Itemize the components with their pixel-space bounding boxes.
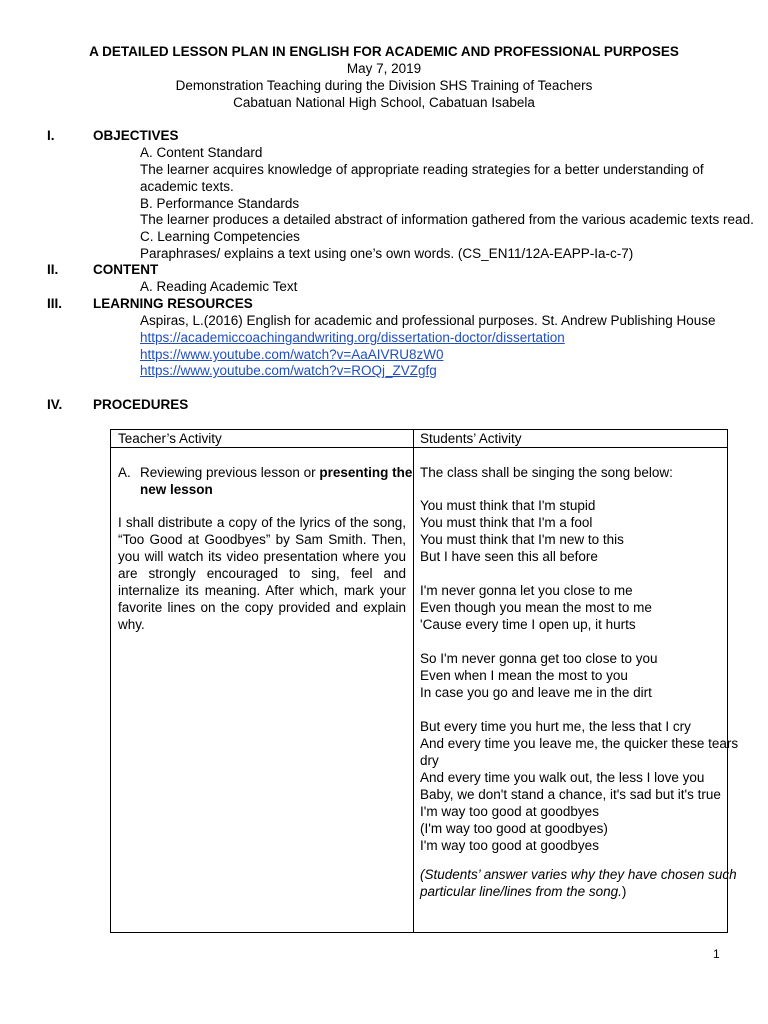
teacher-item-bold-cont: new lesson: [140, 482, 213, 497]
content-item: A. Reading Academic Text: [140, 279, 298, 294]
column-header-students: Students’ Activity: [420, 431, 522, 446]
teacher-item-bold: presenting the: [319, 465, 413, 480]
performance-standards-text: The learner produces a detailed abstract of information gathered from the various academic texts read.: [140, 212, 754, 227]
resource-book: Aspiras, L.(2016) English for academic and professional purposes. St. Andrew Publishing House: [140, 313, 716, 328]
document-title: A DETAILED LESSON PLAN IN ENGLISH FOR ACADEMIC AND PROFESSIONAL PURPOSES: [89, 44, 679, 59]
table-column-divider: [413, 430, 414, 932]
resource-link-youtube-1[interactable]: https://www.youtube.com/watch?v=AaAIVRU8zW0: [140, 347, 444, 362]
lyric-line: You must think that I'm new to this: [420, 532, 624, 547]
performance-standards-heading: B. Performance Standards: [140, 196, 300, 211]
lyric-line: Even when I mean the most to you: [420, 668, 628, 683]
section-title-resources: LEARNING RESOURCES: [93, 296, 253, 311]
page-number: 1: [713, 947, 720, 961]
lyric-line: In case you go and leave me in the dirt: [420, 685, 652, 700]
lyric-line: But I have seen this all before: [420, 549, 598, 564]
section-title-procedures: PROCEDURES: [93, 397, 189, 412]
section-numeral-resources: III.: [47, 296, 63, 311]
procedures-table: [110, 429, 739, 933]
lyric-line: [420, 565, 738, 582]
document-school: Cabatuan National High School, Cabatuan Isabela: [233, 95, 535, 110]
students-note: (Students’ answer varies why they have chosen such: [420, 867, 737, 882]
resource-link-youtube-2[interactable]: https://www.youtube.com/watch?v=ROQj_ZVZgfg: [140, 363, 437, 378]
students-note-cont: [420, 883, 626, 900]
students-note-italic: particular line/lines from the song.: [420, 884, 622, 899]
content-standard-heading: A. Content Standard: [140, 145, 263, 160]
teacher-item-heading: [140, 464, 412, 481]
lyric-line: But every time you hurt me, the less that I cry: [420, 719, 691, 734]
lyric-line: You must think that I'm a fool: [420, 515, 593, 530]
lyric-line: Even though you mean the most to me: [420, 600, 652, 615]
lyric-line: [420, 701, 738, 718]
lyric-line: [420, 633, 738, 650]
section-title-content: CONTENT: [93, 262, 159, 277]
lyric-line: (I'm way too good at goodbyes): [420, 821, 608, 836]
lyric-line: Baby, we don't stand a chance, it's sad but it's true: [420, 787, 721, 802]
teacher-item-text: Reviewing previous lesson or: [140, 465, 320, 480]
section-numeral-content: II.: [47, 262, 59, 277]
lyric-line: And every time you walk out, the less I love you: [420, 770, 705, 785]
song-lyrics: [420, 497, 738, 854]
lyric-line: You must think that I'm stupid: [420, 498, 596, 513]
students-intro: The class shall be singing the song below:: [420, 465, 673, 480]
lyric-line: And every time you leave me, the quicker these tears: [420, 736, 739, 751]
content-standard-text-cont: academic texts.: [140, 179, 234, 194]
lyric-line: I'm way too good at goodbyes: [420, 838, 599, 853]
section-numeral-procedures: IV.: [47, 397, 63, 412]
lyric-line: So I'm never gonna get too close to you: [420, 651, 658, 666]
lyric-line: dry: [420, 753, 439, 768]
lyric-line: I'm never gonna let you close to me: [420, 583, 633, 598]
learning-competencies-text: Paraphrases/ explains a text using one’s own words. (CS_EN11/12A-EAPP-Ia-c-7): [140, 246, 634, 261]
learning-competencies-heading: C. Learning Competencies: [140, 229, 300, 244]
resource-link-dissertation[interactable]: https://academiccoachingandwriting.org/dissertation-doctor/dissertation: [140, 330, 565, 345]
section-title-objectives: OBJECTIVES: [93, 128, 179, 143]
lyric-line: I'm way too good at goodbyes: [420, 804, 599, 819]
lyric-line: 'Cause every time I open up, it hurts: [420, 617, 636, 632]
students-note-close: ): [621, 884, 627, 899]
document-event: Demonstration Teaching during the Division SHS Training of Teachers: [175, 78, 593, 93]
table-header-divider: [111, 447, 727, 448]
content-standard-text: The learner acquires knowledge of appropriate reading strategies for a better understanding of: [140, 162, 704, 177]
teacher-item-marker: A.: [118, 465, 131, 480]
section-numeral-objectives: I.: [47, 128, 55, 143]
teacher-instructions: I shall distribute a copy of the lyrics of the song, “Too Good at Goodbyes” by Sam Smith. Then, you will watch its video presentation where you are strongly encouraged to sing, feel and internalize its meaning. After which, mark your favorite lines on the copy provided and explain why.: [118, 515, 406, 632]
column-header-teacher: Teacher’s Activity: [118, 431, 222, 446]
document-date: May 7, 2019: [346, 61, 422, 76]
